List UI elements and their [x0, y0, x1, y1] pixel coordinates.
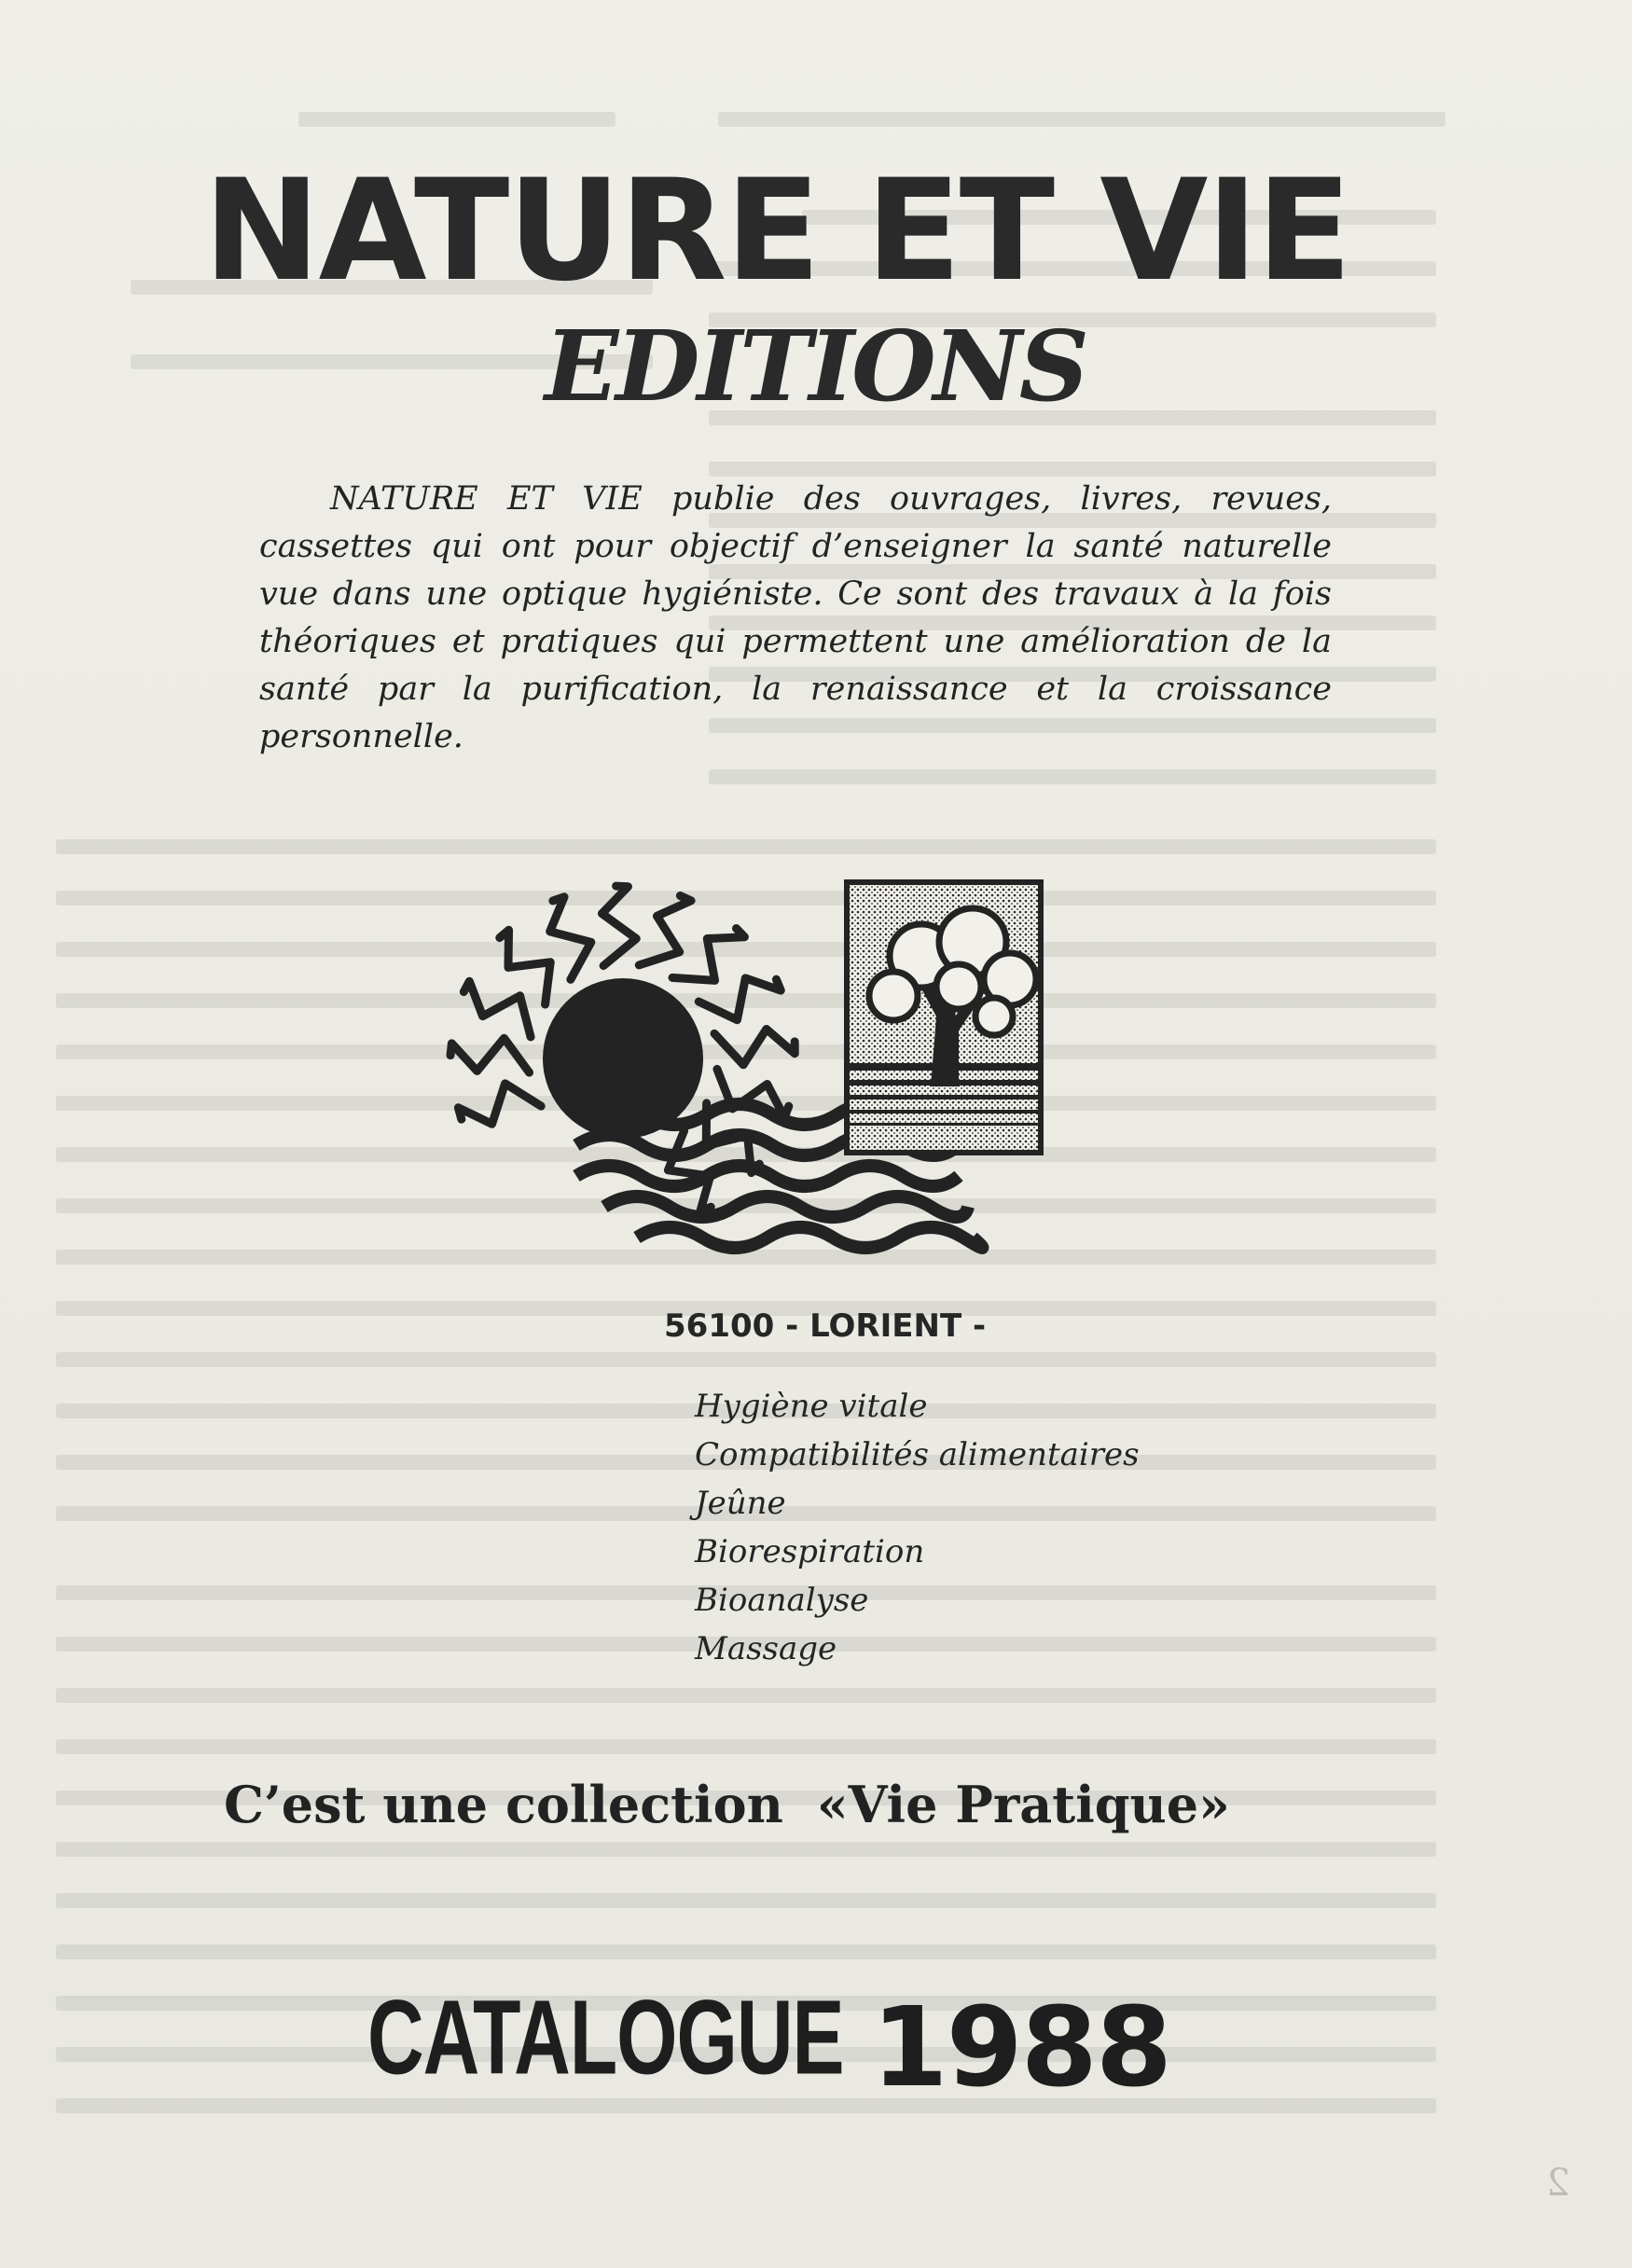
sun-ray	[698, 978, 781, 1020]
list-item: Hygiène vitale	[695, 1388, 928, 1425]
sun-ray	[672, 928, 744, 980]
list-item: Bioanalyse	[695, 1582, 869, 1619]
sun-waves-tree-logo-icon	[436, 877, 1052, 1278]
list-item: Jeûne	[695, 1485, 786, 1522]
publisher-subtitle: EDITIONS	[545, 309, 1086, 423]
topics-list	[695, 1382, 1140, 1673]
catalogue-heading	[367, 1977, 1170, 2119]
sun-ray	[639, 895, 691, 964]
collection-name: «Vie Pratique»	[816, 1775, 1230, 1834]
sun-ray	[602, 886, 636, 965]
sun-ray	[450, 1038, 529, 1072]
catalogue-year: 1988	[871, 1983, 1170, 2111]
list-item: Compatibilités alimentaires	[695, 1436, 1140, 1473]
collection-prefix: C’est une collection	[224, 1775, 783, 1834]
collection-line	[224, 1772, 1230, 1837]
catalogue-label: CATALOGUE	[367, 1977, 844, 2096]
sun-ray	[714, 1029, 795, 1064]
sun-ray	[550, 897, 591, 980]
sun-ray	[463, 981, 531, 1037]
list-item: Massage	[695, 1630, 837, 1667]
intro-paragraph: NATURE ET VIE publie des ouvrages, livres, revues, cassettes qui ont pour objectif d’enseigner la santé naturelle vue dans une optique hygiéniste. Ce sont des travaux à la fois théoriques et pratiques qui permettent une amélioration de la santé par la purification, la renaissance et la croissance personnelle.	[259, 480, 1332, 755]
list-item: Biorespiration	[695, 1533, 925, 1570]
sun-ray	[500, 930, 550, 1004]
page-number: 2	[1546, 2162, 1570, 2205]
publisher-name: NATURE ET VIE	[203, 150, 1350, 312]
sun-ray	[458, 1084, 541, 1124]
publisher-address: 56100 - LORIENT -	[664, 1307, 987, 1345]
